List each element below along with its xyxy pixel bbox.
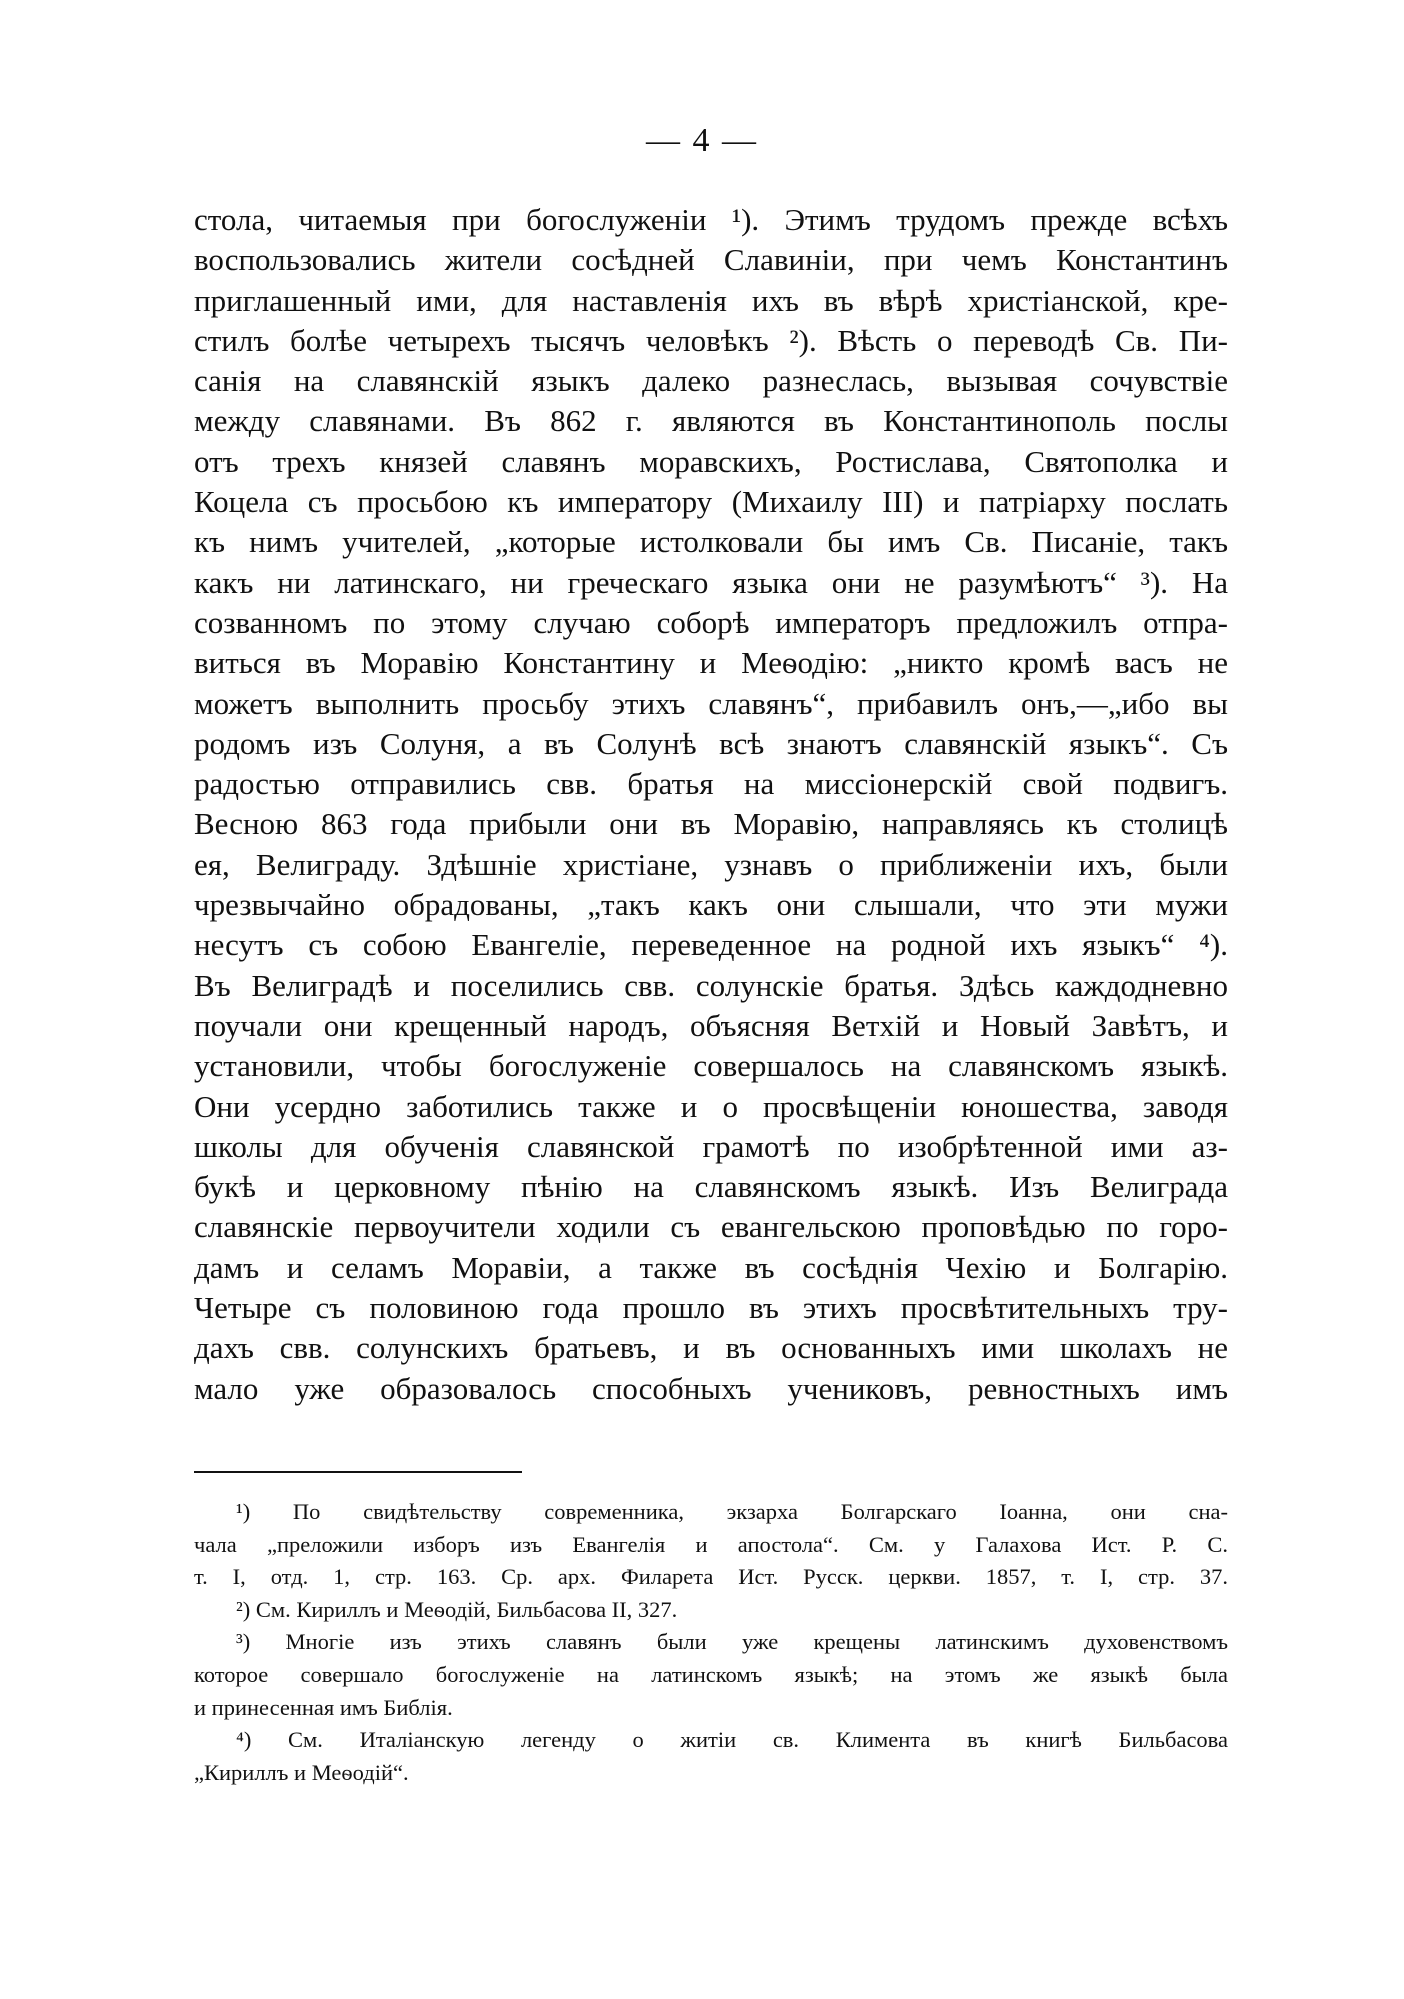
- footnote-line: ³) Многіе изъ этихъ славянъ были уже крещены латинскимъ духовенствомъ: [236, 1629, 1228, 1655]
- text-line: виться въ Моравію Константину и Меѳодію: „никто кромѣ васъ не: [194, 645, 1228, 681]
- text-line: къ нимъ учителей, „которые истолковали бы имъ Св. Писаніе, такъ: [194, 524, 1228, 560]
- footnote-line: и принесенная имъ Библія.: [194, 1694, 453, 1720]
- page-number: — 4 —: [646, 122, 758, 159]
- footnote-line: ²) См. Кириллъ и Меѳодій, Бильбасова II, 327.: [236, 1596, 678, 1622]
- text-line: санія на славянскій языкъ далеко разнеслась, вызывая сочувствіе: [194, 363, 1228, 399]
- text-line: какъ ни латинскаго, ни греческаго языка они не разумѣютъ“ ³). На: [194, 564, 1228, 600]
- text-line: чрезвычайно обрадованы, „такъ какъ они слышали, что эти мужи: [194, 887, 1228, 923]
- footnote-line: ⁴) См. Италіанскую легенду о житіи св. Климента въ книгѣ Бильбасова: [236, 1727, 1228, 1753]
- text-line: стола, читаемыя при богослуженіи ¹). Этимъ трудомъ прежде всѣхъ: [194, 202, 1228, 237]
- footnote-line: чала „преложили изборъ изъ Евангелія и апостола“. См. у Галахова Ист. Р. С.: [194, 1531, 1228, 1557]
- text-line: Четыре съ половиною года прошло въ этихъ просвѣтительныхъ тру-: [194, 1290, 1228, 1326]
- footnote-line: „Кириллъ и Меѳодій“.: [194, 1759, 409, 1785]
- text-line: славянскіе первоучители ходили съ евангельскою проповѣдью по горо-: [194, 1209, 1228, 1245]
- text-line: Коцела съ просьбою къ императору (Михаилу III) и патріарху послать: [194, 484, 1228, 520]
- text-line: родомъ изъ Солуня, а въ Солунѣ всѣ знаютъ славянскій языкъ“. Съ: [194, 725, 1228, 761]
- text-line: приглашенный ими, для наставленія ихъ въ вѣрѣ христіанской, кре-: [194, 282, 1228, 318]
- footnote-line: которое совершало богослуженіе на латинскомъ языкѣ; на этомъ же языкѣ была: [194, 1661, 1228, 1687]
- text-line: мало уже образовалось способныхъ учениковъ, ревностныхъ имъ: [194, 1370, 1228, 1406]
- footnotes: [194, 1496, 1228, 1789]
- footnote-line: ¹) По свидѣтельству современника, экзарха Болгарскаго Іоанна, они сна-: [236, 1499, 1228, 1524]
- text-line: Весною 863 года прибыли они въ Моравію, направляясь къ столицѣ: [194, 806, 1228, 842]
- text-line: поучали они крещенный народъ, объясняя Ветхій и Новый Завѣтъ, и: [194, 1007, 1228, 1043]
- text-line: Они усердно заботились также и о просвѣщеніи юношества, заводя: [194, 1088, 1228, 1124]
- text-line: созванномъ по этому случаю соборѣ императоръ предложилъ отпра-: [194, 604, 1228, 640]
- text-line: отъ трехъ князей славянъ моравскихъ, Ростислава, Святополка и: [194, 443, 1228, 479]
- text-line: можетъ выполнить просьбу этихъ славянъ“, прибавилъ онъ,—„ибо вы: [194, 685, 1228, 721]
- text-line: школы для обученія славянской грамотѣ по изобрѣтенной ими аз-: [194, 1128, 1228, 1164]
- text-line: стилъ болѣе четырехъ тысячъ человѣкъ ²). Вѣсть о переводѣ Св. Пи-: [194, 322, 1228, 358]
- text-line: установили, чтобы богослуженіе совершалось на славянскомъ языкѣ.: [194, 1048, 1228, 1084]
- text-line: букѣ и церковному пѣнію на славянскомъ языкѣ. Изъ Велиграда: [194, 1169, 1228, 1205]
- text-line: Въ Велиградѣ и поселились свв. солунскіе братья. Здѣсь каждодневно: [194, 967, 1228, 1003]
- text-line: несутъ съ собою Евангеліе, переведенное на родной ихъ языкъ“ ⁴).: [194, 927, 1228, 963]
- main-text: [194, 200, 1228, 1409]
- footnote-divider: [194, 1471, 522, 1473]
- text-line: ея, Велиграду. Здѣшніе христіане, узнавъ о приближеніи ихъ, были: [194, 846, 1228, 882]
- text-line: дамъ и селамъ Моравіи, а также въ сосѣднія Чехію и Болгарію.: [194, 1249, 1228, 1285]
- text-line: между славянами. Въ 862 г. являются въ Константинополь послы: [194, 403, 1228, 439]
- text-line: воспользовались жители сосѣдней Славиніи, при чемъ Константинъ: [194, 242, 1228, 278]
- text-line: радостью отправились свв. братья на миссіонерскій свой подвигъ.: [194, 766, 1228, 802]
- footnote-line: т. I, отд. 1, стр. 163. Ср. арх. Филарета Ист. Русск. церкви. 1857, т. I, стр. 37.: [194, 1564, 1228, 1590]
- text-line: дахъ свв. солунскихъ братьевъ, и въ основанныхъ ими школахъ не: [194, 1330, 1228, 1366]
